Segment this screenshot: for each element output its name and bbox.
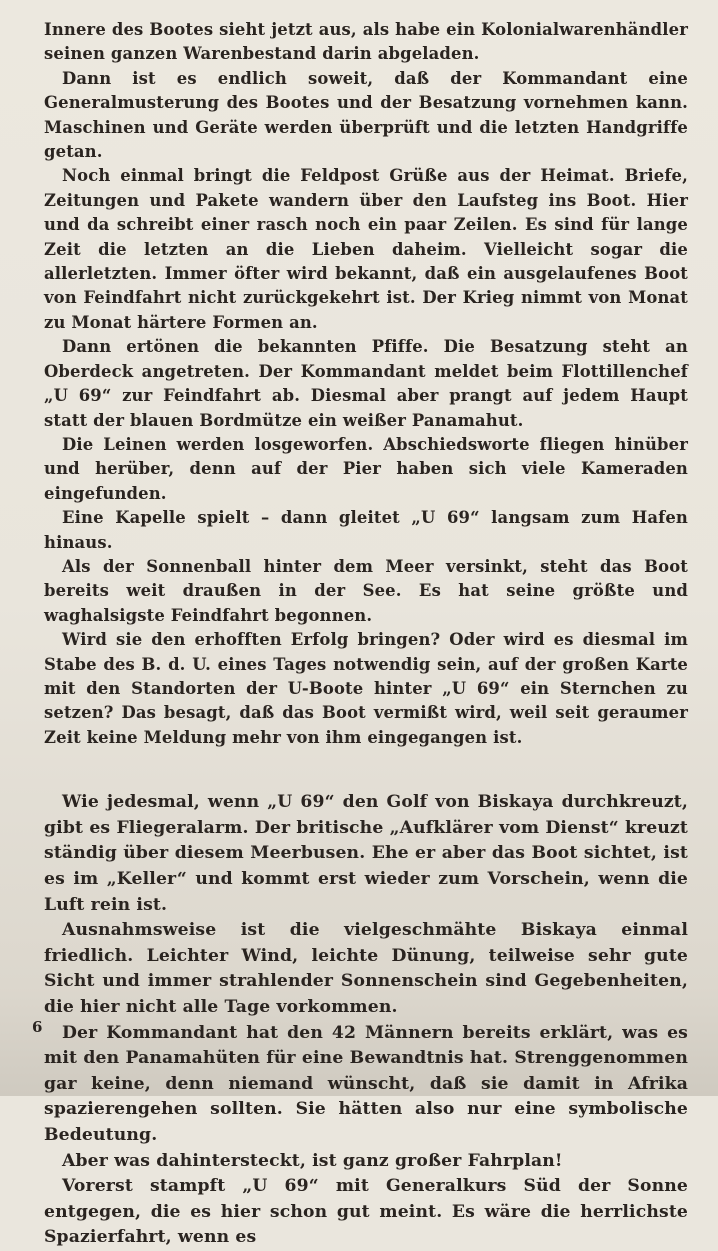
paragraph: Eine Kapelle spielt – dann gleitet „U 69“ langsam zum Hafen hinaus. bbox=[44, 508, 688, 552]
paragraph: Noch einmal bringt die Feldpost Grüße aus der Heimat. Briefe, Zeitungen und Pakete wandern über den Laufsteg ins Boot. Hier und da schreibt einer rasch noch ein paar Zeilen. Es sind für lange Zeit die letzten an die Lieben daheim. Vielleicht sogar die allerletzten. Immer öfter wird bekannt, daß ein ausgelaufenes Boot von Feindfahrt nicht zurückgekehrt ist. Der Krieg nimmt von Monat zu Monat härtere Formen an. bbox=[44, 166, 688, 332]
paragraph: Dann ertönen die bekannten Pfiffe. Die Besatzung steht an Oberdeck angetreten. Der Kommandant meldet beim Flottillenchef „U 69“ zur Feindfahrt ab. Diesmal aber prangt auf jedem Haupt statt der blauen Bordmütze ein weißer Panamahut. bbox=[44, 337, 688, 430]
paragraph: Wie jedesmal, wenn „U 69“ den Golf von Biskaya durchkreuzt, gibt es Fliegeralarm. Der britische „Aufklärer vom Dienst“ kreuzt ständig über diesem Meerbusen. Ehe er aber das Boot sichtet, ist es im „Keller“ und kommt erst wieder zum Vorschein, wenn die Luft rein ist. bbox=[44, 792, 688, 915]
paragraph: Der Kommandant hat den 42 Männern bereits erklärt, was es mit den Panamahüten für eine Bewandtnis hat. Strenggenommen gar keine, denn niemand wünscht, daß sie damit in Afrika spazierengehen sollten. Sie hätten also nur eine symbolische Bedeutung. bbox=[44, 1022, 688, 1145]
paragraph: Vorerst stampft „U 69“ mit Generalkurs Süd der Sonne entgegen, die es hier schon gut meint. Es wäre die herrlichste Spazierfahrt, wenn es bbox=[44, 1176, 688, 1248]
paragraph: Innere des Bootes sieht jetzt aus, als habe ein Kolonialwarenhändler seinen ganzen Warenbestand darin abgeladen. bbox=[44, 20, 688, 64]
paragraph: Als der Sonnenball hinter dem Meer versinkt, steht das Boot bereits weit draußen in der See. Es hat seine größte und waghalsigste Feindfahrt begonnen. bbox=[44, 556, 688, 625]
paragraph: Die Leinen werden losgeworfen. Abschiedsworte fliegen hinüber und herüber, denn auf der Pier haben sich viele Kameraden eingefunden. bbox=[44, 434, 688, 503]
text-section-2 bbox=[44, 790, 688, 1251]
page-number: 6 bbox=[32, 1018, 43, 1036]
paragraph: Aber was dahintersteckt, ist ganz großer Fahrplan! bbox=[62, 1150, 563, 1171]
paragraph: Wird sie den erhofften Erfolg bringen? Oder wird es diesmal im Stabe des B. d. U. eines Tages notwendig sein, auf der großen Karte mit den Standorten der U-Boote hinter „U 69“ ein Sternchen zu setzen? Das besagt, daß das Boot vermißt wird, weil seit geraumer Zeit keine Meldung mehr von ihm eingegangen ist. bbox=[44, 630, 688, 747]
text-section-1 bbox=[44, 18, 688, 750]
paragraph: Dann ist es endlich soweit, daß der Kommandant eine Generalmusterung des Bootes und der Besatzung vornehmen kann. Maschinen und Geräte werden überprüft und die letzten Handgriffe getan. bbox=[44, 68, 688, 162]
paragraph: Ausnahmsweise ist die vielgeschmähte Biskaya einmal friedlich. Leichter Wind, leichte Dünung, teilweise sehr gute Sicht und immer strahlender Sonnenschein sind Gegebenheiten, die hier nicht alle Tage vorkommen. bbox=[44, 920, 688, 1017]
